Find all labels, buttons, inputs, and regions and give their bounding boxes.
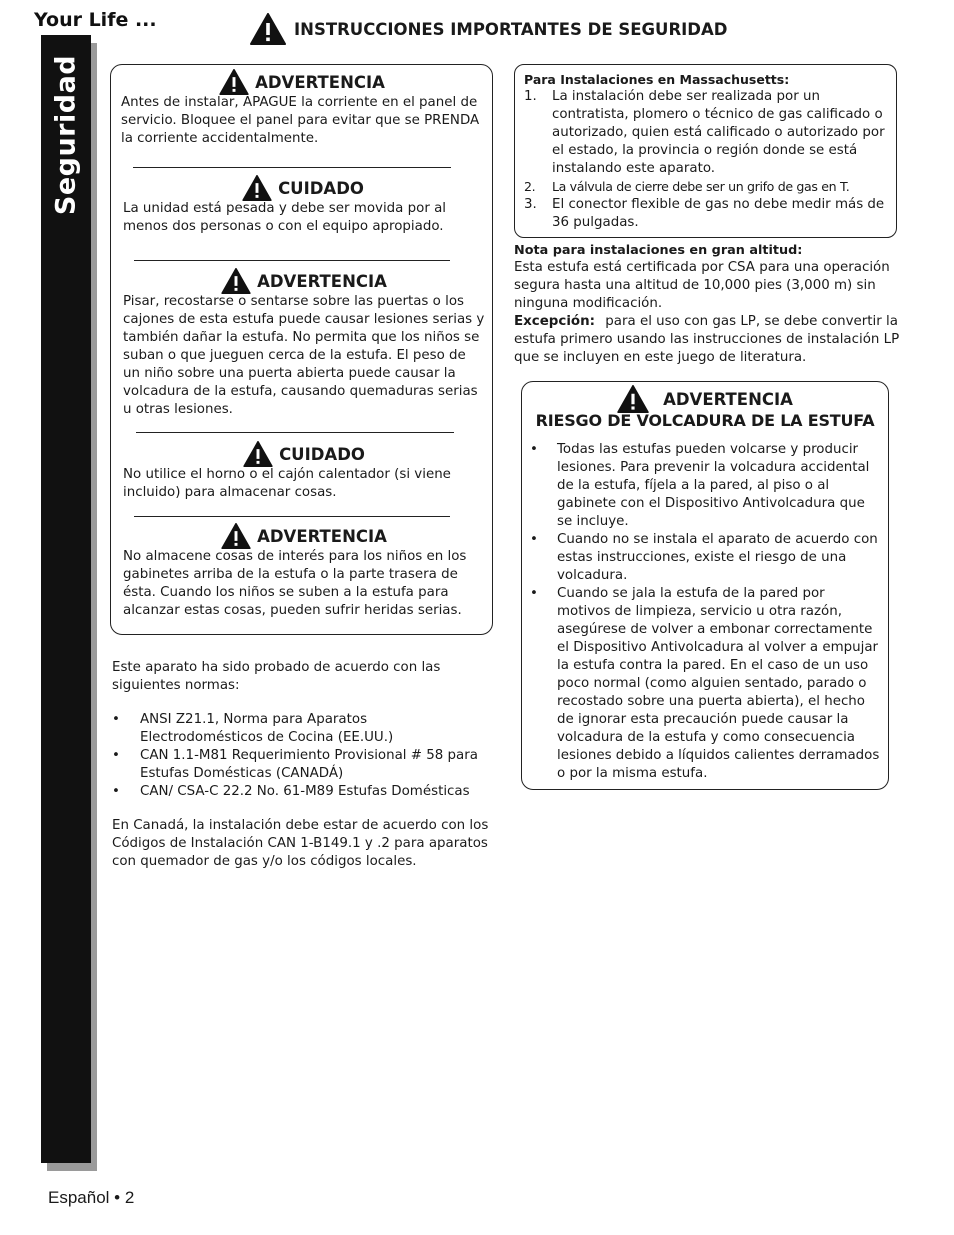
list-item-text: ANSI Z21.1, Norma para Aparatos Electrodomésticos de Cocina (EE.UU.) xyxy=(140,712,394,745)
altitude-title: Nota para instalaciones en gran altitud: xyxy=(514,243,803,258)
list-number: 1. xyxy=(524,89,537,104)
warning-text: No almacene cosas de interés para los niños en los gabinetes arriba de la estufa o la parte trasera de ésta. Cuando los niños se suben a la estufa para alcanzar estas cosas, pueden sufrir heridas serias. xyxy=(123,549,467,618)
divider xyxy=(136,432,454,433)
caution-header xyxy=(123,442,485,466)
list-item-text: Todas las estufas pueden volcarse y producir lesiones. Para prevenir la volcadura accidental de la estufa, fíjela a la pared, al piso o al gabinete con el Dispositivo Antivolcadura que se incluye. xyxy=(557,442,870,529)
list-item xyxy=(112,711,492,747)
warning-block-1 xyxy=(121,70,483,148)
warning-title: ADVERTENCIA xyxy=(257,271,387,291)
exception-label: Excepción: xyxy=(514,314,596,329)
divider xyxy=(134,260,450,261)
list-item xyxy=(524,178,890,196)
warning-icon xyxy=(219,69,249,95)
tip-over-header xyxy=(521,387,889,431)
section-title-text: INSTRUCCIONES IMPORTANTES DE SEGURIDAD xyxy=(294,19,728,39)
massachusetts-list xyxy=(524,88,890,232)
brand-title: Your Life ... xyxy=(34,9,157,31)
caution-header xyxy=(123,176,483,200)
list-item-text: La válvula de cierre debe ser un grifo de gas en T. xyxy=(552,179,850,194)
canada-note: En Canadá, la instalación debe estar de acuerdo con los Códigos de Instalación CAN 1-B149.1 y .2 para aparatos con quemador de gas y/o los códigos locales. xyxy=(112,818,489,869)
warning-text: Pisar, recostarse o sentarse sobre las puertas o los cajones de esta estufa puede causar lesiones serias y también dañar la estufa. No permita que los niños se suban o que jueguen cerca de la estufa. El peso de un niño sobre una puerta abierta puede causar la volcadura de la estufa, causando quemaduras serias u otras lesiones. xyxy=(123,294,485,417)
warning-header xyxy=(123,269,485,293)
standards-intro: Este aparato ha sido probado de acuerdo con las siguientes normas: xyxy=(112,660,441,693)
caution-title: CUIDADO xyxy=(279,444,365,464)
caution-title: CUIDADO xyxy=(278,178,364,198)
standards-section xyxy=(112,659,492,871)
list-item-text: CAN 1.1-M81 Requerimiento Provisional # 58 para Estufas Domésticas (CANADÁ) xyxy=(140,748,478,781)
list-item-text: Cuando no se instala el aparato de acuerdo con estas instrucciones, existe el riesgo de una volcadura. xyxy=(557,532,878,583)
warning-text: Antes de instalar, APAGUE la corriente en el panel de servicio. Bloquee el panel para evitar que se PRENDA la corriente accidentalmente. xyxy=(121,95,480,146)
bullet-icon: • xyxy=(112,712,120,727)
list-number: 2. xyxy=(524,179,536,194)
tip-over-list xyxy=(530,441,882,783)
exception-text: para el uso con gas LP, se debe convertir la estufa primero usando las instrucciones de instalación LP que se incluyen en este juego de literatura. xyxy=(514,314,900,365)
massachusetts-title: Para Instalaciones en Massachusetts: xyxy=(524,72,790,87)
list-item-text: La instalación debe ser realizada por un contratista, plomero o técnico de gas calificado o autorizado, quien está calificado o autorizado por el estado, la provincia o región donde se está instalando este aparato. xyxy=(552,89,885,176)
altitude-note xyxy=(514,243,900,367)
warning-title: ADVERTENCIA xyxy=(255,72,385,92)
list-number: 3. xyxy=(524,197,537,212)
massachusetts-content xyxy=(524,72,890,232)
warning-icon xyxy=(617,385,649,413)
caution-text: La unidad está pesada y debe ser movida por al menos dos personas o con el equipo apropiado. xyxy=(123,201,447,234)
list-item-text: CAN/ CSA-C 22.2 No. 61-M89 Estufas Domésticas xyxy=(140,784,470,799)
warning-block-3 xyxy=(123,524,485,620)
tip-over-title-row xyxy=(521,387,889,411)
warning-icon xyxy=(221,523,251,549)
list-item xyxy=(530,531,882,585)
list-item-text: Cuando se jala la estufa de la pared por motivos de limpieza, servicio u otra razón, asegúrese de volver a embonar correctamente el Dispositivo Antivolcadura al volver a empujar la estufa contra la pared. En el caso de un uso poco normal (como alguien sentado, parado o recostado sobre una puerta abierta), el hecho de ignorar esta precaución puede causar la volcadura de la estufa y como consecuencia lesiones debido a líquidos calientes derramados o por la misma estufa. xyxy=(557,586,880,781)
sidebar-label: Seguridad xyxy=(50,54,82,216)
section-title xyxy=(250,13,727,45)
standards-list xyxy=(112,711,492,801)
warning-header xyxy=(121,70,483,94)
bullet-icon: • xyxy=(530,586,538,601)
tip-over-title: ADVERTENCIA xyxy=(663,389,793,409)
bullet-icon: • xyxy=(112,748,120,763)
divider xyxy=(133,167,451,168)
warning-icon xyxy=(250,13,286,45)
caution-block-2 xyxy=(123,442,485,502)
bullet-icon: • xyxy=(112,784,120,799)
divider xyxy=(134,516,450,517)
warning-header xyxy=(123,524,485,548)
warning-title: ADVERTENCIA xyxy=(257,526,387,546)
warning-block-2 xyxy=(123,269,485,419)
warning-icon xyxy=(242,175,272,201)
list-item xyxy=(112,783,492,801)
warning-icon xyxy=(243,441,273,467)
sidebar-label-wrap xyxy=(41,35,91,235)
exception-paragraph xyxy=(514,313,900,367)
list-item xyxy=(530,441,882,531)
tip-over-subtitle: RIESGO DE VOLCADURA DE LA ESTUFA xyxy=(535,411,875,430)
bullet-icon: • xyxy=(530,442,538,457)
list-item xyxy=(524,88,890,178)
list-item-text: El conector flexible de gas no debe medir más de 36 pulgadas. xyxy=(552,197,885,230)
list-item xyxy=(524,196,890,232)
altitude-text: Esta estufa está certificada por CSA para una operación segura hasta una altitud de 10,000 pies (3,000 m) sin ninguna modificación. xyxy=(514,260,890,311)
list-item xyxy=(530,585,882,783)
caution-text: No utilice el horno o el cajón calentador (si viene incluido) para almacenar cosas. xyxy=(123,467,451,500)
list-item xyxy=(112,747,492,783)
page-footer: Español • 2 xyxy=(48,1188,135,1207)
warning-icon xyxy=(221,268,251,294)
caution-block-1 xyxy=(123,176,483,236)
bullet-icon: • xyxy=(530,532,538,547)
